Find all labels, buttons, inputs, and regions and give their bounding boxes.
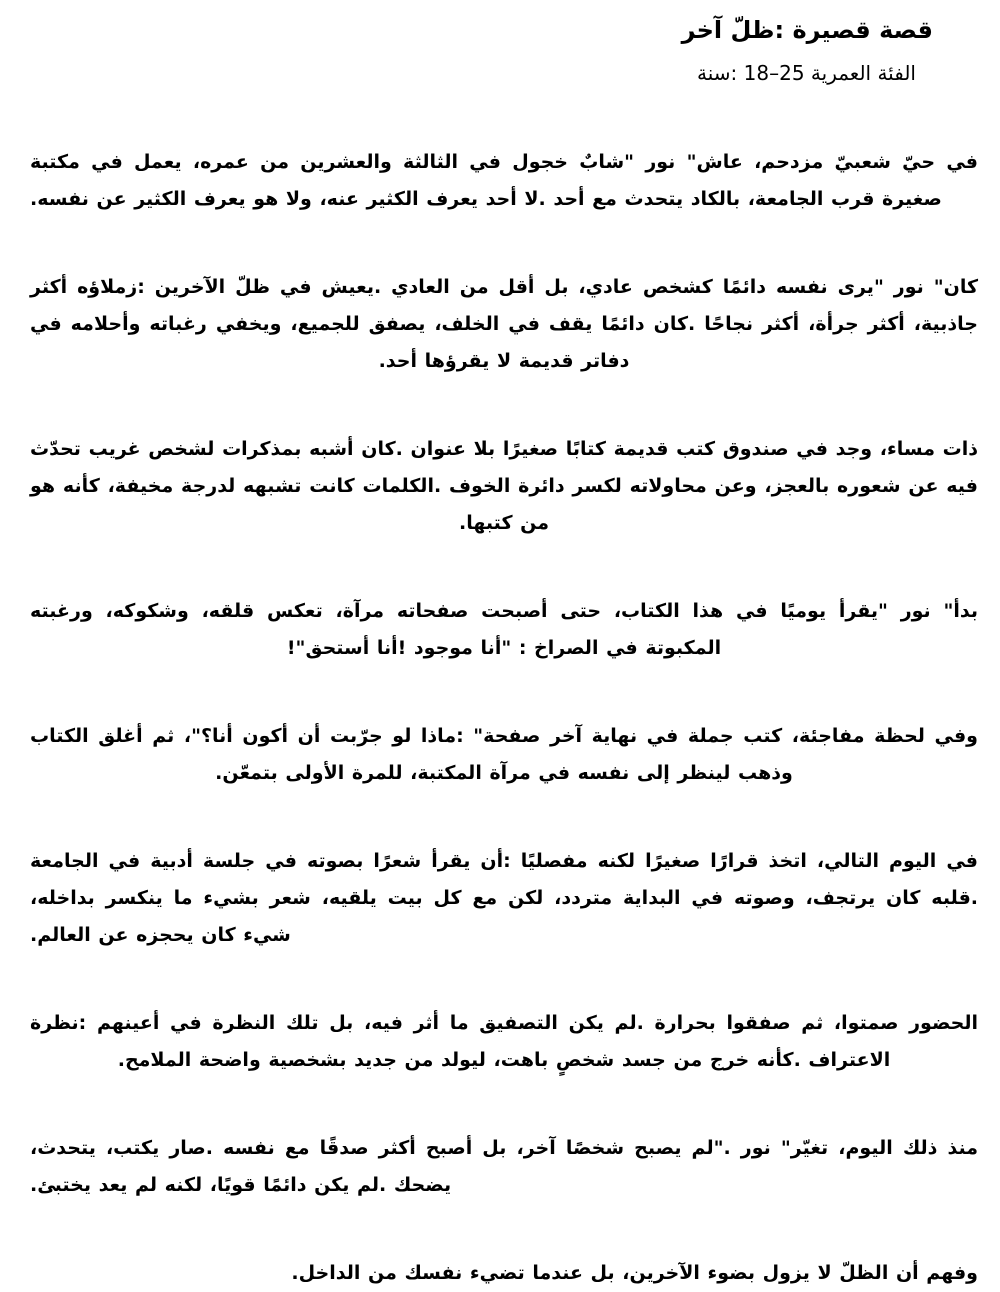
story-paragraph-8: منذ ذلك اليوم، تغيّر" نور ."لم يصبح شخصًا آخر، بل أصبح أكثر صدقًا مع نفسه .صار يكتب، يتحدث، يضحك .لم يكن دائمًا قويًا، لكنه لم يعد يختبئ.: [30, 1137, 978, 1196]
story-paragraph-4: بدأ" نور "يقرأ يوميًا في هذا الكتاب، حتى أصبحت صفحاته مرآة، تعكس قلقه، وشكوكه، ورغبته المكبوتة في الصراخ : "أنا موجود !أنا أستحق"!: [30, 600, 978, 659]
age-group-subtitle: الفئة العمرية 18‎–‎25 :سنة: [697, 61, 916, 85]
story-paragraph-3: ذات مساء، وجد في صندوق كتب قديمة كتابًا صغيرًا بلا عنوان .كان أشبه بمذكرات لشخص غريب تحدّث فيه عن شعوره بالعجز، وعن محاولاته لكسر دائرة الخوف .الكلمات كانت تشبهه لدرجة مخيفة، كأنه هو من كتبها.: [30, 438, 978, 534]
story-paragraph-6: في اليوم التالي، اتخذ قرارًا صغيرًا لكنه مفصليًا :أن يقرأ شعرًا بصوته في جلسة أدبية في الجامعة .قلبه كان يرتجف، وصوته في البداية متردد، لكن مع كل بيت يلقيه، شعر بشيء ما ينكسر بداخله، شيء كان يحجزه عن العالم.: [30, 850, 978, 946]
story-paragraph-2: كان" نور "يرى نفسه دائمًا كشخص عادي، بل أقل من العادي .يعيش في ظلّ الآخرين :زملاؤه أكثر جاذبية، أكثر جرأة، أكثر نجاحًا .كان دائمًا يقف في الخلف، يصفق للجميع، ويخفي رغباته وأحلامه في دفاتر قديمة لا يقرؤها أحد.: [30, 276, 978, 372]
story-title: قصة قصيرة :ظلّ آخر: [681, 16, 933, 44]
story-paragraph-7: الحضور صمتوا، ثم صفقوا بحرارة .لم يكن التصفيق ما أثر فيه، بل تلك النظرة في أعينهم :نظرة الاعتراف .كأنه خرج من جسد شخصٍ باهت، ليولد من جديد بشخصية واضحة الملامح.: [30, 1012, 978, 1071]
story-paragraph-5: وفي لحظة مفاجئة، كتب جملة في نهاية آخر صفحة" :ماذا لو جرّبت أن أكون أنا؟"، ثم أغلق الكتاب وذهب لينظر إلى نفسه في مرآة المكتبة، للمرة الأولى بتمعّن.: [30, 725, 978, 784]
story-paragraph-1: في حيّ شعبيّ مزدحم، عاش" نور "شابٌ خجول في الثالثة والعشرين من عمره، يعمل في مكتبة صغيرة قرب الجامعة، بالكاد يتحدث مع أحد .لا أحد يعرف الكثير عنه، ولا هو يعرف الكثير عن نفسه.: [30, 151, 978, 210]
story-paragraph-9: وفهم أن الظلّ لا يزول بضوء الآخرين، بل عندما تضيء نفسك من الداخل.: [291, 1262, 978, 1284]
